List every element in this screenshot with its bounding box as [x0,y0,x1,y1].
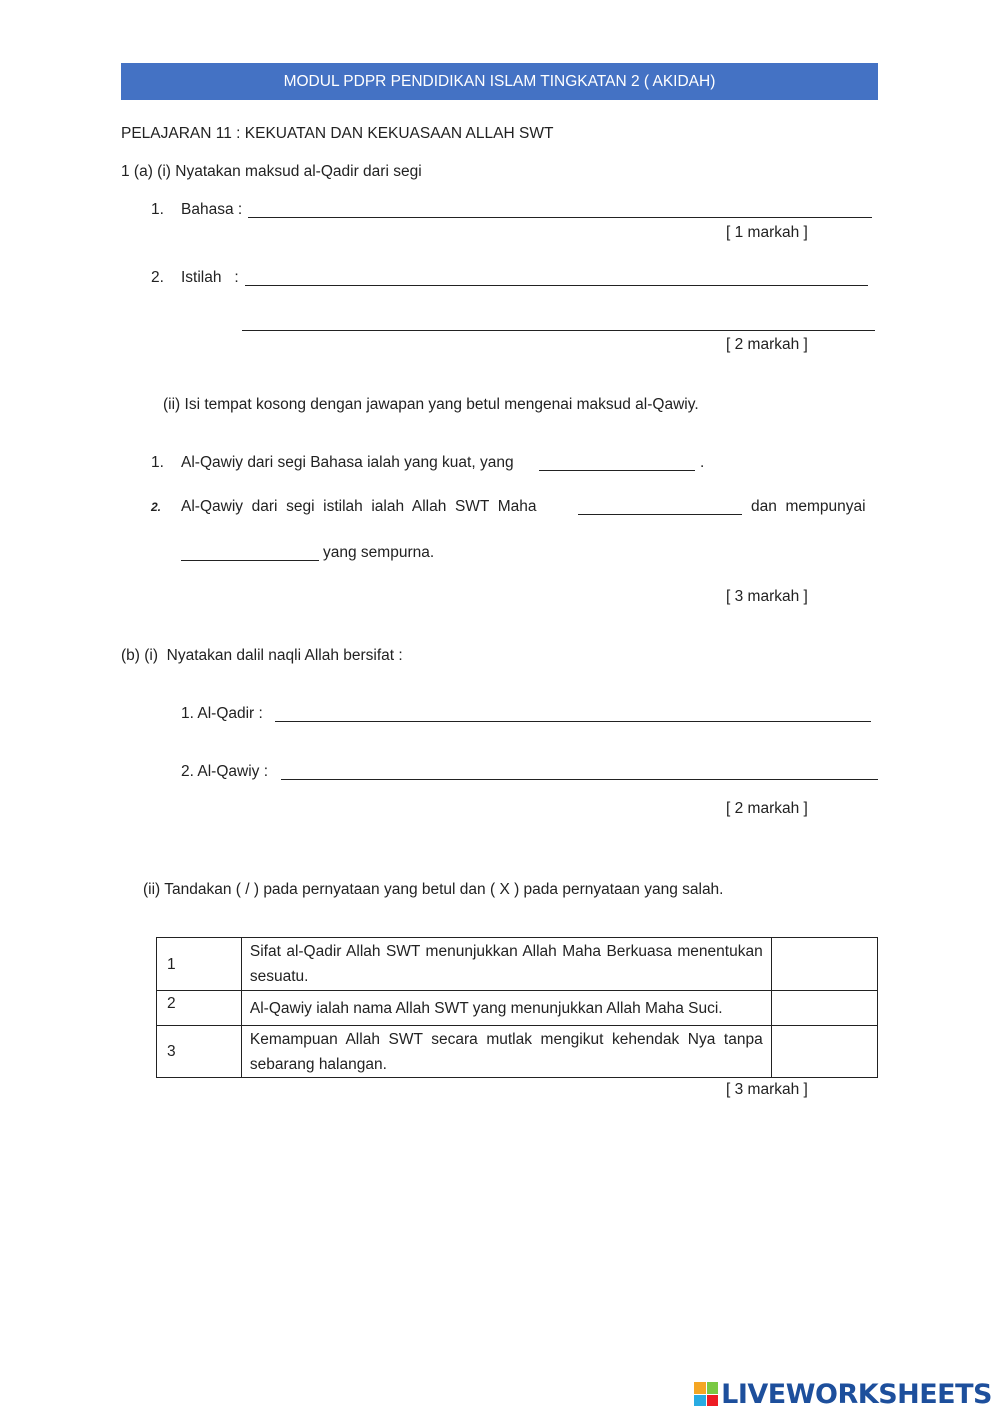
row-number: 3 [157,1026,242,1078]
row-statement: Al-Qawiy ialah nama Allah SWT yang menunjukkan Allah Maha Suci. [241,991,771,1026]
dalil-qawiy-blank[interactable] [281,779,878,780]
table-row [157,1026,878,1078]
table-row [157,938,878,991]
true-false-table [156,937,878,1078]
q1a-ii-item1-end: . [700,454,705,471]
q1a-ii-item2-number: 2. [151,500,162,514]
q1a-i-item1-number: 1. [151,201,164,218]
table-row [157,991,878,1026]
qawiy-istilah-blank-2[interactable] [181,560,319,561]
q1a-ii-item1-number: 1. [151,454,164,471]
bahasa-answer-blank[interactable] [248,217,872,218]
q1b-i-item2-label: 2. Al-Qawiy : [181,763,268,780]
q1a-ii-item2-part2: dan mempunyai [751,498,866,515]
row-number: 2 [157,991,242,1026]
q1a-ii-item2-part1: Al-Qawiy dari segi istilah ialah Allah SWT Maha [181,498,537,515]
answer-cell[interactable] [771,991,877,1026]
answer-cell[interactable] [771,938,877,991]
liveworksheets-logo [694,1378,992,1410]
istilah-answer-blank-2[interactable] [242,330,875,331]
liveworksheets-logo-icon [694,1382,718,1406]
q1a-i-item2-label: Istilah : [181,269,239,286]
q1a-ii-prompt: (ii) Isi tempat kosong dengan jawapan yang betul mengenai maksud al-Qawiy. [163,396,699,413]
dalil-qadir-blank[interactable] [275,721,871,722]
row-statement: Sifat al-Qadir Allah SWT menunjukkan Allah Maha Berkuasa menentukan sesuatu. [241,938,771,991]
qawiy-bahasa-blank[interactable] [539,470,695,471]
q1a-i-item2-marks: [ 2 markah ] [726,336,808,353]
q1a-i-item2-number: 2. [151,269,164,286]
q1b-ii-marks: [ 3 markah ] [726,1081,808,1098]
q1a-i-item1-marks: [ 1 markah ] [726,224,808,241]
row-statement: Kemampuan Allah SWT secara mutlak mengikut kehendak Nya tanpa sebarang halangan. [241,1026,771,1078]
brand-text: LIVEWORKSHEETS [721,1378,992,1410]
q1a-ii-item1-text: Al-Qawiy dari segi Bahasa ialah yang kuat, yang [181,454,514,471]
qawiy-istilah-blank-1[interactable] [578,514,742,515]
row-number: 1 [157,938,242,991]
q1a-ii-marks: [ 3 markah ] [726,588,808,605]
header-banner: MODUL PDPR PENDIDIKAN ISLAM TINGKATAN 2 ( AKIDAH) [121,63,878,100]
answer-cell[interactable] [771,1026,877,1078]
q1a-i-item1-label: Bahasa : [181,201,243,218]
q1b-ii-prompt: (ii) Tandakan ( / ) pada pernyataan yang betul dan ( X ) pada pernyataan yang salah. [143,881,724,898]
q1b-i-item1-label: 1. Al-Qadir : [181,705,263,722]
istilah-answer-blank-1[interactable] [245,285,868,286]
lesson-title: PELAJARAN 11 : KEKUATAN DAN KEKUASAAN ALLAH SWT [121,125,554,142]
q1b-i-prompt: (b) (i) Nyatakan dalil naqli Allah bersifat : [121,647,403,664]
q1b-i-marks: [ 2 markah ] [726,800,808,817]
q1a-i-prompt: 1 (a) (i) Nyatakan maksud al-Qadir dari segi [121,163,422,180]
q1a-ii-item2-part3: yang sempurna. [323,544,435,561]
